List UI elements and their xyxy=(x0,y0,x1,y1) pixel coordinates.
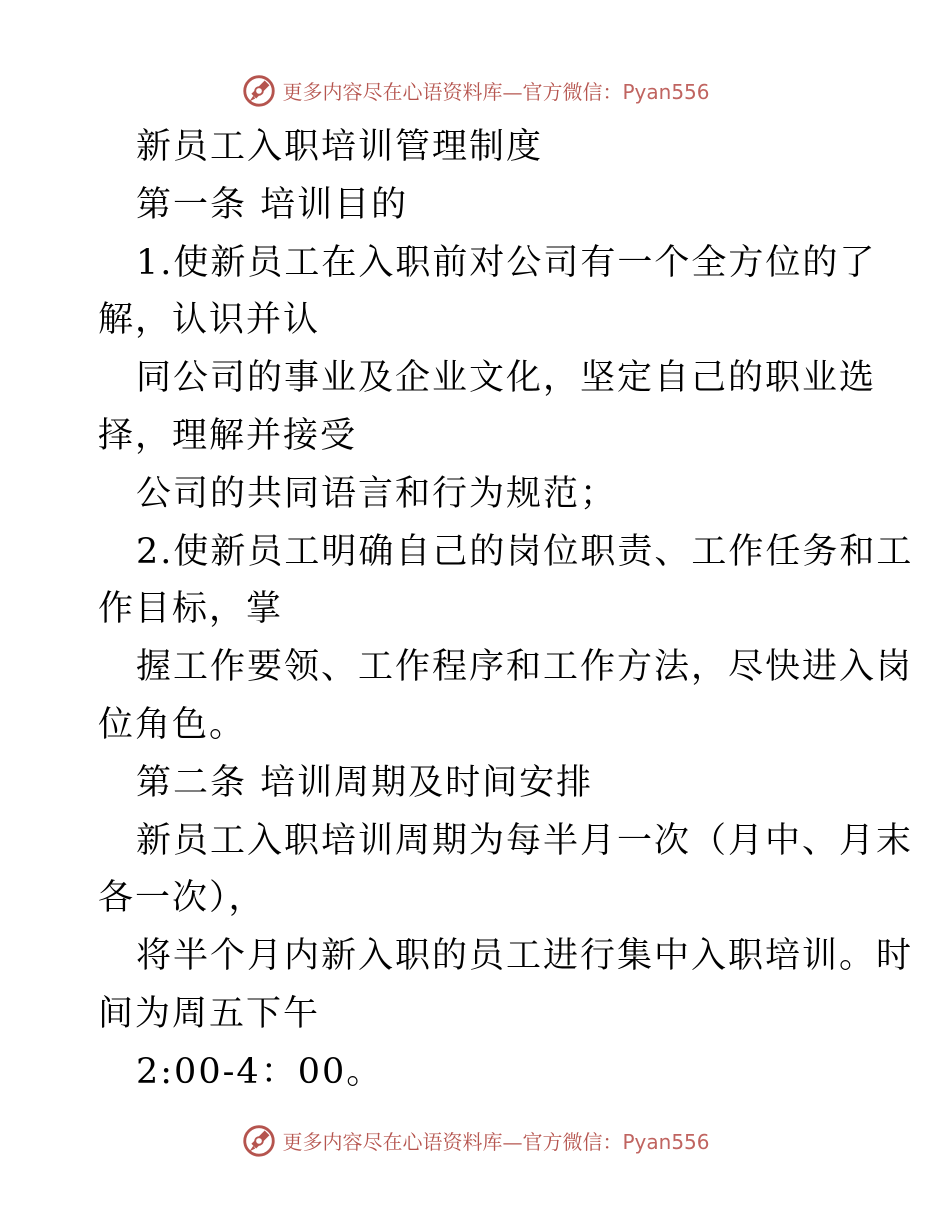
doc-line: 将半个月内新入职的员工进行集中入职培训。时 xyxy=(136,936,914,977)
banner-text xyxy=(282,1126,709,1155)
banner-text xyxy=(282,76,709,105)
doc-line: 新员工入职培训周期为每半月一次（月中、月末 xyxy=(136,820,914,861)
doc-line: 1.使新员工在入职前对公司有一个全方位的了 xyxy=(136,242,877,283)
doc-line: 位角色。 xyxy=(98,704,247,745)
doc-line: 公司的共同语言和行为规范； xyxy=(136,473,618,514)
doc-line: 作目标，掌 xyxy=(98,589,284,630)
document-body xyxy=(98,119,914,1102)
doc-line: 择，理解并接受 xyxy=(98,415,358,456)
red-book-logo-icon xyxy=(240,71,278,109)
doc-line: 间为周五下午 xyxy=(98,993,321,1034)
banner-text-cn: 更多内容尽在心语资料库—官方微信： xyxy=(282,1129,623,1154)
red-book-logo-icon xyxy=(240,1121,278,1159)
banner-text-wechat-id: Pyan556 xyxy=(622,1129,710,1154)
doc-line: 2:00-4：00。 xyxy=(136,1051,384,1092)
banner-text-wechat-id: Pyan556 xyxy=(622,79,710,104)
doc-line: 新员工入职培训管理制度 xyxy=(136,127,544,167)
doc-line: 同公司的事业及企业文化，坚定自己的职业选 xyxy=(136,358,877,399)
doc-line: 第二条 培训周期及时间安排 xyxy=(136,762,594,803)
header-watermark-banner xyxy=(0,68,950,112)
doc-line: 解，认识并认 xyxy=(98,300,321,341)
doc-line: 握工作要领、工作程序和工作方法，尽快进入岗 xyxy=(136,647,914,688)
banner-text-cn: 更多内容尽在心语资料库—官方微信： xyxy=(282,79,623,104)
footer-watermark-banner xyxy=(0,1118,950,1162)
doc-line: 2.使新员工明确自己的岗位职责、工作任务和工 xyxy=(136,531,914,572)
doc-line: 第一条 培训目的 xyxy=(136,184,409,225)
doc-line: 各一次）， xyxy=(98,878,266,919)
